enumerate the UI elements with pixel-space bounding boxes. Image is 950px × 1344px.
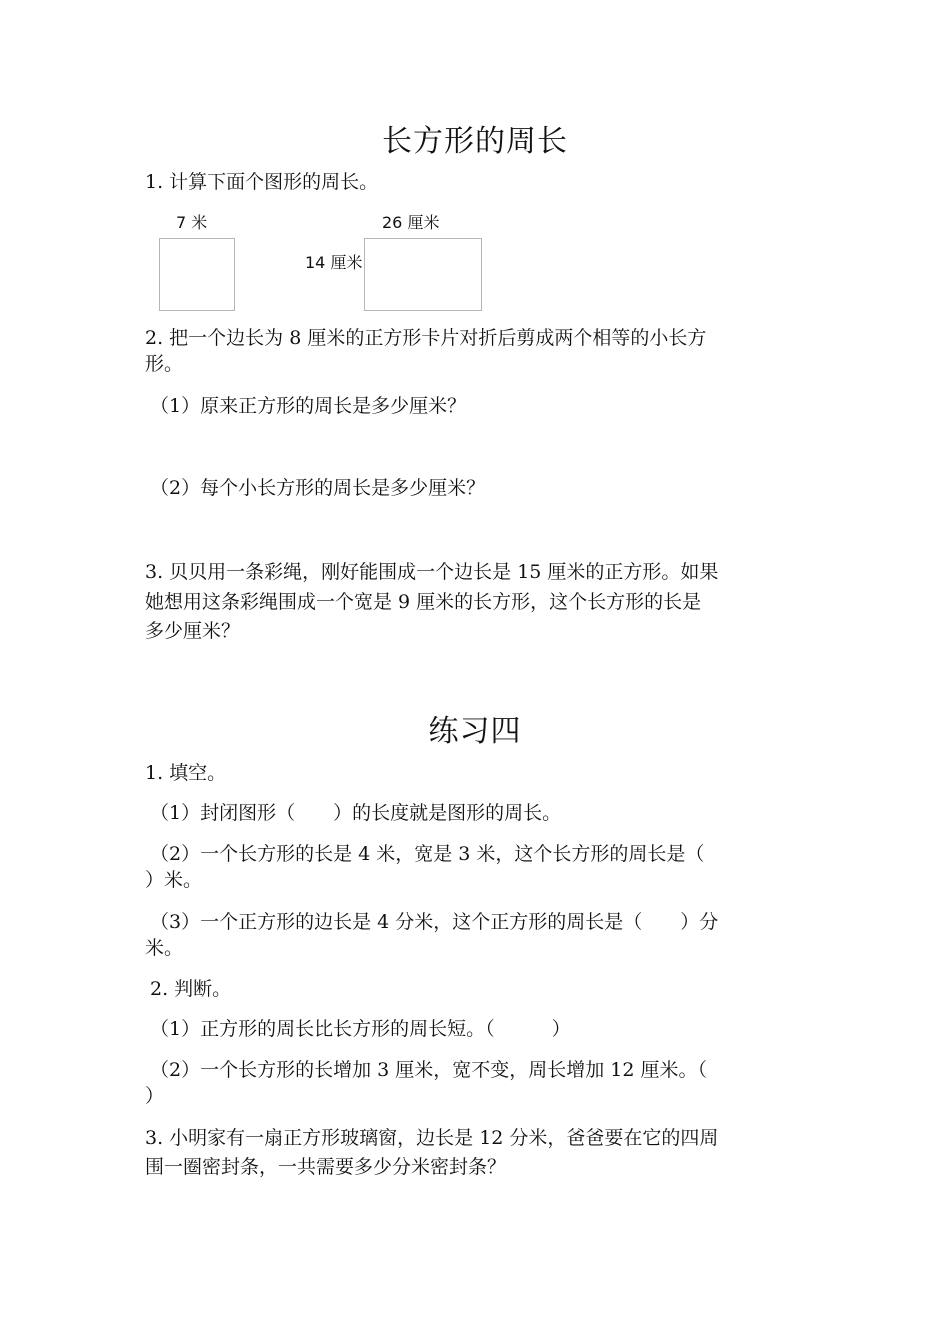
s2-question-3-line1: 3. 小明家有一扇正方形玻璃窗，边长是 12 分米，爸爸要在它的四周 [145,1127,719,1149]
s2-question-1: 1. 填空。 [145,762,227,784]
figure2-rectangle [364,238,482,311]
s2-question-2-sub2-line1: （2）一个长方形的长增加 3 厘米，宽不变，周长增加 12 厘米。（ [150,1059,708,1081]
figure2-side-label: 14 厘米 [305,253,363,272]
s2-question-1-sub3-line2: 米。 [145,937,184,959]
section1-title: 长方形的周长 [382,124,568,159]
s2-question-1-sub1: （1）封闭图形（ ）的长度就是图形的周长。 [150,802,562,824]
figure1-square [159,238,235,311]
s1-question-3-line1: 3. 贝贝用一条彩绳，刚好能围成一个边长是 15 厘米的正方形。如果 [145,561,719,583]
figure1-label: 7 米 [176,213,208,232]
s2-question-1-sub2-line1: （2）一个长方形的长是 4 米，宽是 3 米，这个长方形的周长是（ [150,843,705,865]
s2-question-2: 2. 判断。 [150,978,232,1000]
s2-question-1-sub2-line2: ）米。 [145,869,203,891]
section2-title: 练习四 [428,714,522,749]
s2-question-2-sub1: （1）正方形的周长比长方形的周长短。（ ） [150,1018,571,1040]
figure2-top-label: 26 厘米 [382,213,440,232]
s1-question-2-line1: 2. 把一个边长为 8 厘米的正方形卡片对折后剪成两个相等的小长方 [145,327,707,349]
s2-question-2-sub2-line2: ） [145,1085,165,1107]
s1-question-2-line2: 形。 [145,353,184,375]
s1-question-3-line2: 她想用这条彩绳围成一个宽是 9 厘米的长方形，这个长方形的长是 [145,591,702,613]
s1-question-2-sub1: （1）原来正方形的周长是多少厘米？ [150,395,467,417]
s2-question-1-sub3-line1: （3）一个正方形的边长是 4 分米，这个正方形的周长是（ ）分 [150,911,719,933]
s2-question-3-line2: 围一圈密封条，一共需要多少分米密封条？ [145,1156,507,1178]
s1-question-1: 1. 计算下面个图形的周长。 [145,171,379,193]
s1-question-2-sub2: （2）每个小长方形的周长是多少厘米？ [150,477,486,499]
s1-question-3-line3: 多少厘米？ [145,620,241,642]
